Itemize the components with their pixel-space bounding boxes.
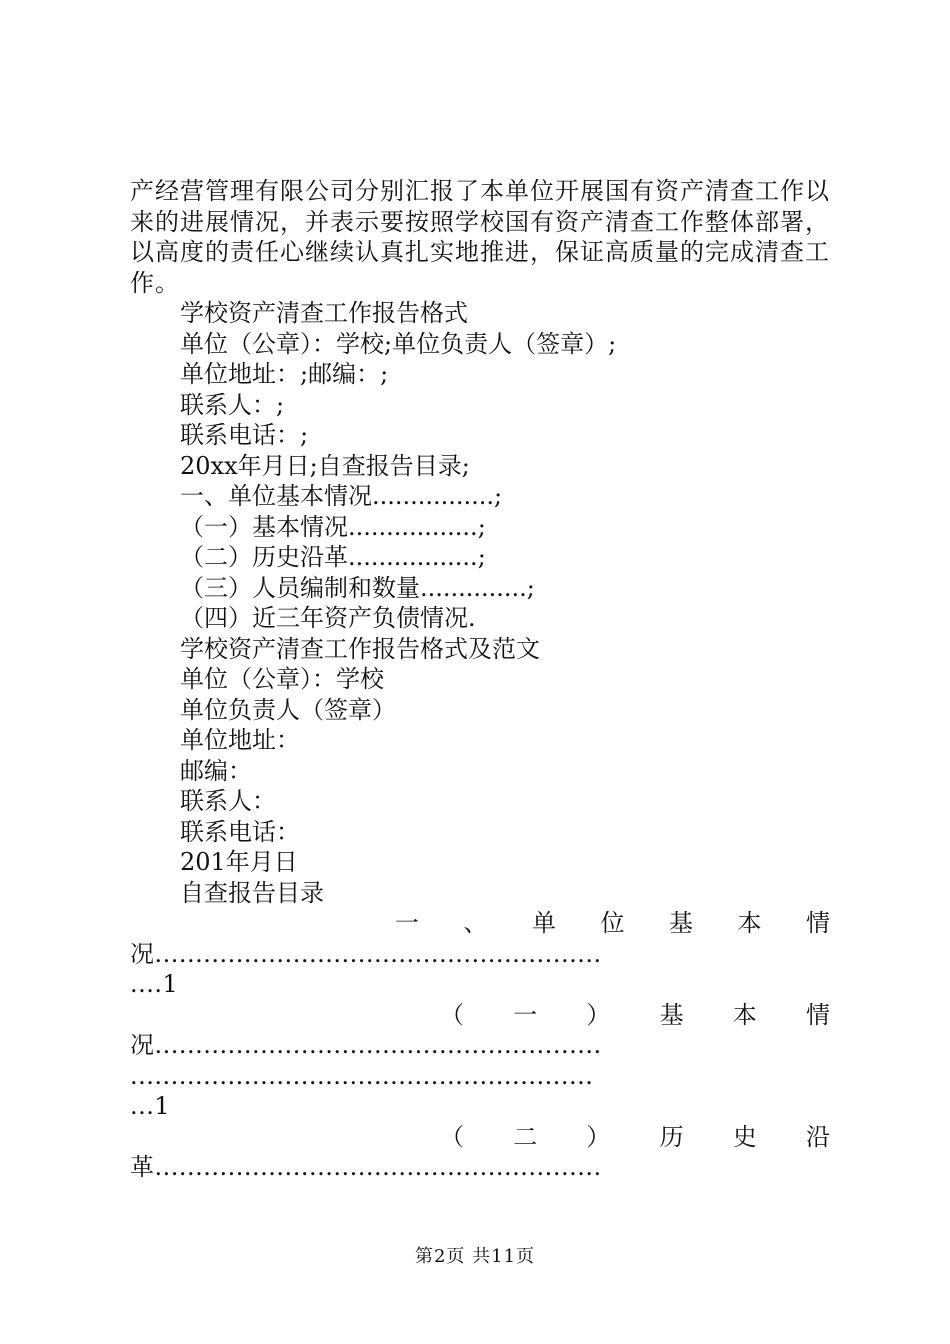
- toc-line: （四）近三年资产负债情况.: [180, 604, 476, 632]
- toc-char: 二: [513, 1122, 538, 1151]
- toc-dots: .........................................................: [130, 1061, 594, 1090]
- toc-char: ）: [586, 1000, 611, 1029]
- toc-line: （三）人员编制和数量..............;: [180, 573, 535, 602]
- toc-item-3-heading: [130, 1122, 830, 1153]
- toc-item-1-heading: [130, 908, 830, 939]
- toc-char: 基: [669, 909, 693, 937]
- toc-char: ）: [586, 1122, 611, 1151]
- toc-char: 史: [732, 1122, 757, 1151]
- text-line: 201年月日: [180, 848, 298, 876]
- toc-char: 本: [737, 909, 762, 937]
- document-body: [130, 176, 830, 1183]
- toc-dots: 况.......................................................: [130, 939, 602, 968]
- toc-char: 单: [532, 909, 556, 937]
- toc-char: （: [440, 1000, 464, 1029]
- toc-item-2-heading: [130, 1000, 830, 1031]
- toc-dots: 革.......................................................: [130, 1153, 602, 1181]
- text-line: 单位地址：: [180, 726, 300, 754]
- toc-page-number: ...1: [130, 1092, 171, 1120]
- text-line: 联系电话：;: [180, 421, 309, 449]
- text-line: 自查报告目录: [180, 878, 324, 907]
- toc-char: 沿: [805, 1122, 830, 1151]
- toc-line: （一）基本情况.................;: [180, 512, 486, 541]
- toc-char: 历: [659, 1122, 684, 1151]
- toc-char: 情: [806, 909, 830, 937]
- text-line: 单位（公章）：学校: [180, 665, 384, 693]
- text-line: 20xx年月日;自查报告目录;: [180, 451, 470, 480]
- toc-char: 情: [805, 1000, 830, 1029]
- intro-paragraph: 产经营管理有限公司分别汇报了本单位开展国有资产清查工作以来的进展情况，并表示要按照学校国有资产清查工作整体部署，以高度的责任心继续认真扎实地推进，保证高质量的完成清查工作。: [130, 177, 830, 297]
- text-line: 单位地址：;邮编：;: [180, 360, 389, 388]
- toc-page-number: ....1: [130, 970, 179, 998]
- section-title: 学校资产清查工作报告格式及范文: [180, 634, 540, 663]
- toc-char: 一: [513, 1000, 538, 1029]
- text-line: 单位（公章）：学校;单位负责人（签章）;: [180, 329, 617, 358]
- toc-char: 本: [732, 1000, 757, 1029]
- toc-char: 基: [659, 1000, 684, 1029]
- text-line: 邮编：: [180, 756, 252, 785]
- toc-char: 、: [463, 909, 488, 937]
- toc-dots: 况.......................................................: [130, 1031, 602, 1059]
- text-line: 联系电话：: [180, 817, 300, 846]
- text-line: 单位负责人（签章）: [180, 695, 396, 724]
- text-line: 联系人：: [180, 787, 276, 815]
- toc-char: （: [440, 1122, 464, 1151]
- page-footer: 第2页 共11页: [414, 1246, 536, 1267]
- toc-line: 一、单位基本情况................;: [180, 482, 503, 510]
- text-line: 联系人：;: [180, 390, 285, 419]
- text-line: 学校资产清查工作报告格式: [180, 299, 468, 327]
- toc-line: （二）历史沿革.................;: [180, 543, 486, 571]
- toc-char: 位: [600, 909, 625, 937]
- toc-char: 一: [395, 909, 419, 937]
